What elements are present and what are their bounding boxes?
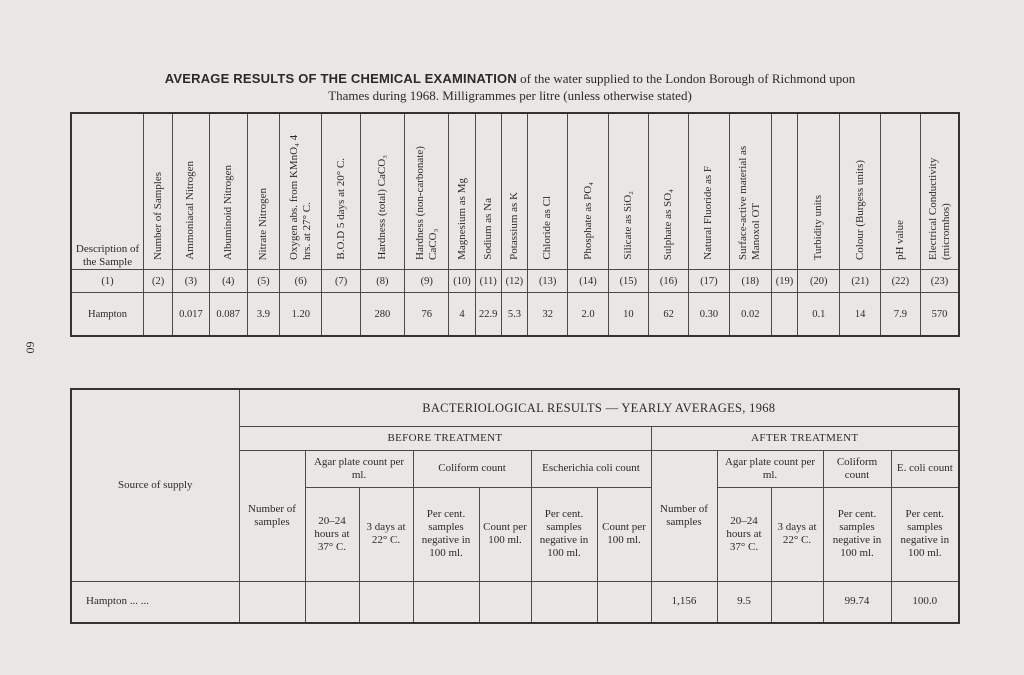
chem-column-header-label: Silicate as SiO₂: [621, 191, 634, 260]
after-ecoli-header: E. coli count: [891, 450, 959, 487]
chem-column-number: (8): [360, 270, 404, 293]
chem-value-cell: 4: [449, 293, 475, 337]
chem-column-header: [405, 113, 449, 270]
bact-cell: [413, 581, 479, 623]
chem-value-cell: 76: [405, 293, 449, 337]
before-coliform-count-header: Count per 100 ml.: [479, 487, 531, 581]
chem-value-cell: 14: [840, 293, 880, 337]
chem-column-number: (11): [475, 270, 501, 293]
chem-column-header: [144, 113, 173, 270]
after-agar-header: Agar plate count per ml.: [717, 450, 823, 487]
before-agar-header: Agar plate count per ml.: [305, 450, 413, 487]
chem-value-cell: [771, 293, 797, 337]
bacteriological-results-table: [70, 388, 960, 624]
bact-cell: 100.0: [891, 581, 959, 623]
bact-cell: [305, 581, 359, 623]
chem-column-number: (22): [880, 270, 920, 293]
chem-column-header: [771, 113, 797, 270]
before-coliform-pct-header: Per cent. samples negative in 100 ml.: [413, 487, 479, 581]
title-rest: of the water supplied to the London Borough of Richmond upon: [516, 71, 856, 86]
chem-value-cell: 3.9: [247, 293, 279, 337]
chem-column-number: (12): [501, 270, 527, 293]
chem-column-header: [840, 113, 880, 270]
chem-column-number: (2): [144, 270, 173, 293]
chem-column-header: [648, 113, 688, 270]
chem-column-number: (1): [71, 270, 144, 293]
chem-value-cell: 5.3: [501, 293, 527, 337]
bact-cell: [531, 581, 597, 623]
chem-column-header-label: Chloride as Cl: [541, 196, 554, 260]
chem-column-number: (15): [608, 270, 648, 293]
chem-column-header-label: Oxygen abs. from KMnO₄ 4 hrs. at 27° C.: [287, 134, 313, 260]
document-title: [60, 70, 960, 104]
chem-column-number: (21): [840, 270, 880, 293]
bact-source-cell: Hampton ... ...: [71, 581, 239, 623]
after-agar-37c-header: 20–24 hours at 37° C.: [717, 487, 771, 581]
chem-column-number: (5): [247, 270, 279, 293]
chem-description-header: Description of the Sample: [71, 113, 144, 270]
before-ecoli-header: Escherichia coli count: [531, 450, 651, 487]
chem-column-header-label: Potassium as K: [507, 192, 520, 260]
chem-column-header: [360, 113, 404, 270]
chem-value-cell: 7.9: [880, 293, 920, 337]
bact-cell: 1,156: [651, 581, 717, 623]
chem-column-header-label: Surface-active material as Manoxol OT: [737, 145, 763, 260]
chem-column-header: [798, 113, 840, 270]
chem-column-number: (10): [449, 270, 475, 293]
title-line2: Thames during 1968. Milligrammes per litre (unless otherwise stated): [328, 88, 692, 103]
chem-column-header: [608, 113, 648, 270]
before-coliform-header: Coliform count: [413, 450, 531, 487]
chem-data-row: [71, 293, 959, 337]
chem-column-number: (7): [322, 270, 360, 293]
chem-column-header: [501, 113, 527, 270]
chem-column-header-label: Colour (Burgess units): [853, 159, 866, 260]
chem-value-cell: 0.017: [173, 293, 209, 337]
chem-column-header-label: Natural Fluoride as F: [702, 166, 715, 260]
chem-column-header-label: Nitrate Nitrogen: [256, 187, 269, 260]
bact-cell: [359, 581, 413, 623]
bact-cell: [597, 581, 651, 623]
chem-column-number: (13): [528, 270, 568, 293]
bact-data-row: [71, 581, 959, 623]
bact-cell: [479, 581, 531, 623]
chem-header-row: [71, 113, 959, 270]
chem-column-header-label: Phosphate as PO₄: [581, 182, 594, 260]
chem-column-number: (9): [405, 270, 449, 293]
chem-sample-name-cell: Hampton: [71, 293, 144, 337]
chem-column-header-label: Albuminoid Nitrogen: [221, 164, 234, 260]
bact-cell: 9.5: [717, 581, 771, 623]
chem-column-number: (20): [798, 270, 840, 293]
chem-column-header: [322, 113, 360, 270]
chem-column-header: [729, 113, 771, 270]
chem-column-header: [880, 113, 920, 270]
chem-column-number: (6): [280, 270, 322, 293]
chem-value-cell: 22.9: [475, 293, 501, 337]
chem-column-header: [173, 113, 209, 270]
chem-value-cell: [144, 293, 173, 337]
page-number: 60: [23, 341, 38, 354]
chem-column-number-row: [71, 270, 959, 293]
bacteriological-title: BACTERIOLOGICAL RESULTS — YEARLY AVERAGES, 1968: [239, 389, 959, 427]
chem-column-header-label: Hardness (total) CaCO₃: [375, 155, 388, 260]
chem-value-cell: 0.30: [689, 293, 729, 337]
chem-column-header-label: Sodium as Na: [481, 198, 494, 260]
chem-value-cell: 0.087: [209, 293, 247, 337]
chem-column-header-label: Number of Samples: [151, 172, 164, 260]
chem-column-number: (4): [209, 270, 247, 293]
chem-column-number: (23): [921, 270, 959, 293]
chem-value-cell: [322, 293, 360, 337]
title-bold: AVERAGE RESULTS OF THE CHEMICAL EXAMINATION: [164, 71, 517, 86]
chem-column-header-label: Ammoniacal Nitrogen: [184, 161, 197, 260]
chem-column-number: (19): [771, 270, 797, 293]
after-coliform-header: Coliform count: [823, 450, 891, 487]
after-treatment-header: AFTER TREATMENT: [651, 427, 959, 450]
chem-column-header: [449, 113, 475, 270]
before-number-of-samples-header: Number of samples: [239, 450, 305, 581]
chem-column-number: (3): [173, 270, 209, 293]
before-ecoli-count-header: Count per 100 ml.: [597, 487, 651, 581]
chem-column-header: [209, 113, 247, 270]
chem-value-cell: 570: [921, 293, 959, 337]
bact-cell: [771, 581, 823, 623]
chem-column-header: [280, 113, 322, 270]
after-agar-22c-header: 3 days at 22° C.: [771, 487, 823, 581]
source-of-supply-header: Source of supply: [71, 389, 239, 581]
before-agar-37c-header: 20–24 hours at 37° C.: [305, 487, 359, 581]
chem-value-cell: 0.02: [729, 293, 771, 337]
chem-value-cell: 62: [648, 293, 688, 337]
chemical-results-table: [70, 112, 960, 337]
chem-value-cell: 280: [360, 293, 404, 337]
chem-value-cell: 0.1: [798, 293, 840, 337]
after-ecoli-pct-header: Per cent. samples negative in 100 ml.: [891, 487, 959, 581]
before-treatment-header: BEFORE TREATMENT: [239, 427, 651, 450]
bact-cell: 99.74: [823, 581, 891, 623]
bact-cell: [239, 581, 305, 623]
before-ecoli-pct-header: Per cent. samples negative in 100 ml.: [531, 487, 597, 581]
chem-column-header-label: Turbidity units: [812, 194, 825, 260]
chem-column-header: [528, 113, 568, 270]
chem-column-number: (16): [648, 270, 688, 293]
chem-column-header: [921, 113, 959, 270]
chem-value-cell: 32: [528, 293, 568, 337]
chem-column-header: [247, 113, 279, 270]
chem-column-header-label: Hardness (non-carbonate) CaCO₃: [413, 146, 439, 260]
chem-column-header: [568, 113, 608, 270]
chem-column-number: (18): [729, 270, 771, 293]
chem-column-header-label: Sulphate as SO₄: [662, 188, 675, 260]
chem-value-cell: 2.0: [568, 293, 608, 337]
after-number-of-samples-header: Number of samples: [651, 450, 717, 581]
chem-column-header-label: B.O.D 5 days at 20° C.: [334, 158, 347, 260]
chem-value-cell: 10: [608, 293, 648, 337]
chem-value-cell: 1.20: [280, 293, 322, 337]
chem-column-header: [475, 113, 501, 270]
before-agar-22c-header: 3 days at 22° C.: [359, 487, 413, 581]
after-coliform-pct-header: Per cent. samples negative in 100 ml.: [823, 487, 891, 581]
chem-column-number: (17): [689, 270, 729, 293]
chem-column-header-label: Magnesium as Mg: [455, 178, 468, 260]
chem-column-header-label: pH value: [893, 219, 906, 260]
chem-column-header: [689, 113, 729, 270]
chem-column-header-label: Electrical Conductivity (micromhos): [926, 157, 952, 260]
chem-column-number: (14): [568, 270, 608, 293]
